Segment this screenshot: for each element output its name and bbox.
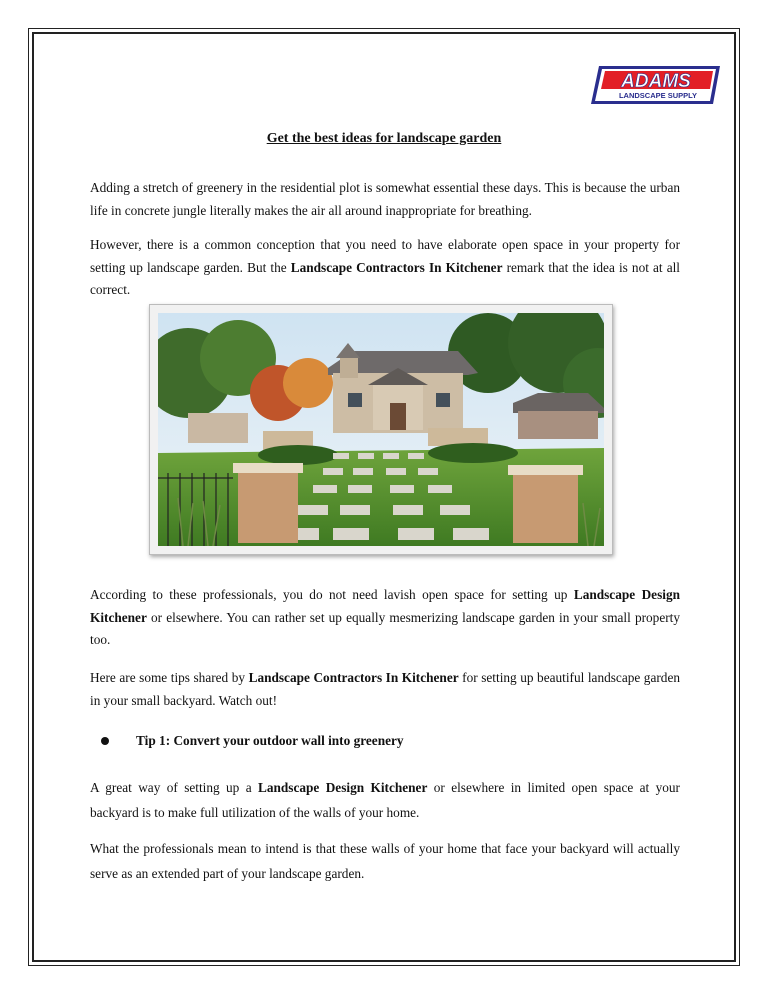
logo-tagline: LANDSCAPE SUPPLY: [618, 91, 698, 100]
paragraph-intro: Adding a stretch of greenery in the residential plot is somewhat essential these days. This is because the urban life in concrete jungle literally makes the air all around inappropriate for breathing.: [90, 180, 680, 218]
keyword-contractors-2: Landscape Contractors In Kitchener: [248, 670, 459, 685]
page-title: Get the best ideas for landscape garden: [266, 131, 502, 146]
adams-logo: [589, 63, 722, 107]
bullet-icon: [101, 737, 109, 745]
keyword-design: Landscape Design Kitchener: [90, 587, 680, 625]
garden-house-illustration: [158, 313, 604, 546]
garden-photo: [149, 304, 613, 555]
paragraph-tips: Here are some tips shared by Landscape Contractors In Kitchener for setting up beautiful landscape garden in your small backyard. Watch out!: [90, 670, 680, 708]
paragraph-extended: What the professionals mean to intend is that these walls of your home that face your backyard will actually serve as an extended part of your landscape garden.: [90, 841, 680, 881]
logo-name: ADAMS: [621, 71, 691, 92]
paragraph-conception: However, there is a common conception that you need to have elaborate open space in your property for setting up landscape garden. But the Landscape Contractors In Kitchener remark that the idea is not at all correct.: [90, 237, 681, 297]
keyword-contractors: Landscape Contractors In Kitchener: [290, 259, 503, 275]
paragraph-professionals: According to these professionals, you do not need lavish open space for setting up Landscape Design Kitchener or elsewhere. You can rather set up equally mesmerizing landscape garden in your small property too.: [90, 587, 680, 647]
keyword-design-2: Landscape Design Kitchener: [257, 780, 428, 795]
paragraph-walls: A great way of setting up a Landscape Design Kitchener or elsewhere in limited open space at your backyard is to make full utilization of the walls of your home.: [90, 780, 680, 820]
tip-1-heading: Tip 1: Convert your outdoor wall into greenery: [136, 733, 404, 748]
